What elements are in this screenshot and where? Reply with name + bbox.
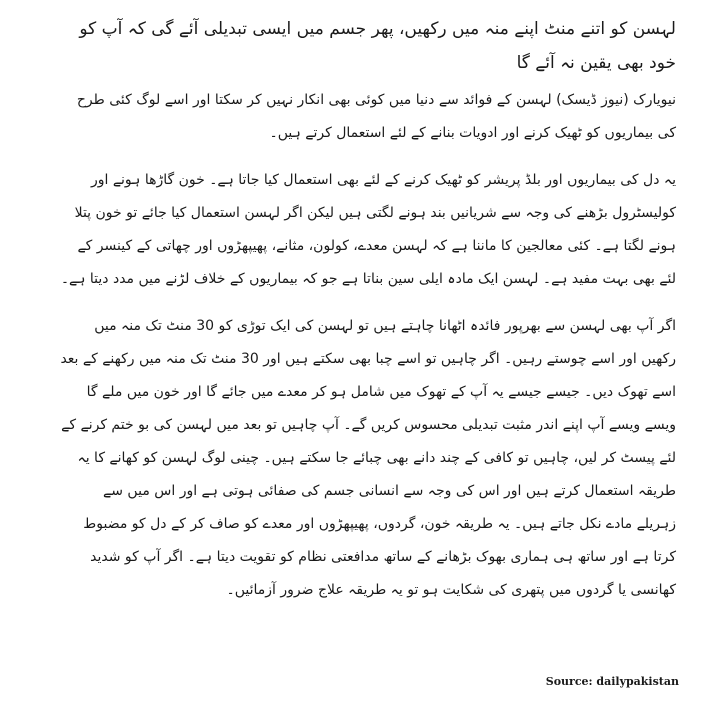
article-paragraph-benefits: یہ دل کی بیماریوں اور بلڈ پریشر کو ٹھیک کرنے کے لئے بھی استعمال کیا جاتا ہے۔ خون گاڑھا ہونے اور کولیسٹرول بڑھنے کی وجہ سے شریانیں بند ہونے لگتی ہیں لیکن اگر لہسن استعمال کیا جائے تو خون پتلا ہونے لگتا ہے۔ کئی معالجین کا ماننا ہے کہ لہسن معدے، کولون، مثانے، پھیپھڑوں اور چھاتی کے کینسر کے لئے بھی بہت مفید ہے۔ لہسن ایک مادہ ایلی سین بناتا ہے جو کہ بیماریوں کے خلاف لڑنے میں مدد دیتا ہے۔ [60, 172, 676, 287]
article-paragraph-intro: نیویارک (نیوز ڈیسک) لہسن کے فوائد سے دنیا میں کوئی بھی انکار نہیں کر سکتا اور اسے لوگ کئی طرح کی بیماریوں کو ٹھیک کرنے اور ادویات بنانے کے لئے استعمال کرتے ہیں۔ [76, 92, 676, 141]
source-credit: Source: dailypakistan [545, 675, 679, 688]
article-headline: لہسن کو اتنے منٹ اپنے منہ میں رکھیں، پھر جسم میں ایسی تبدیلی آئے گی کہ آپ کو خود بھی یقین نہ آئے گا [79, 19, 676, 73]
article-paragraph-method: اگر آپ بھی لہسن سے بھرپور فائدہ اٹھانا چاہتے ہیں تو لہسن کی ایک توڑی کو 30 منٹ تک منہ میں رکھیں اور اسے چوستے رہیں۔ اگر چاہیں تو اسے چبا بھی سکتے ہیں اور 30 منٹ تک منہ میں رکھنے کے بعد اسے تھوک دیں۔ جیسے جیسے یہ آپ کے تھوک میں شامل ہو کر معدے میں جائے گا اور خون میں ملے گا ویسے ویسے آپ اپنے اندر مثبت تبدیلی محسوس کریں گے۔ آپ چاہیں تو بعد میں لہسن کی بو ختم کرنے کے لئے پیسٹ کر لیں، چاہیں تو کافی کے چند دانے بھی چبائے جا سکتے ہیں۔ چینی لوگ لہسن کو کھانے کا یہ طریقہ استعمال کرتے ہیں اور اس کی وجہ سے انسانی جسم کی صفائی ہوتی ہے اور اس میں سے زہریلے مادے نکل جاتے ہیں۔ یہ طریقہ خون، گردوں، پھیپھڑوں اور معدے کو صاف کر کے دل کو مضبوط کرتا ہے اور ساتھ ہی ہماری بھوک بڑھانے کے ساتھ مدافعتی نظام کو تقویت دیتا ہے۔ اگر آپ کو شدید کھانسی یا گردوں میں پتھری کی شکایت ہو تو یہ طریقہ علاج ضرور آزمائیں۔ [60, 318, 676, 598]
article [60, 12, 676, 607]
